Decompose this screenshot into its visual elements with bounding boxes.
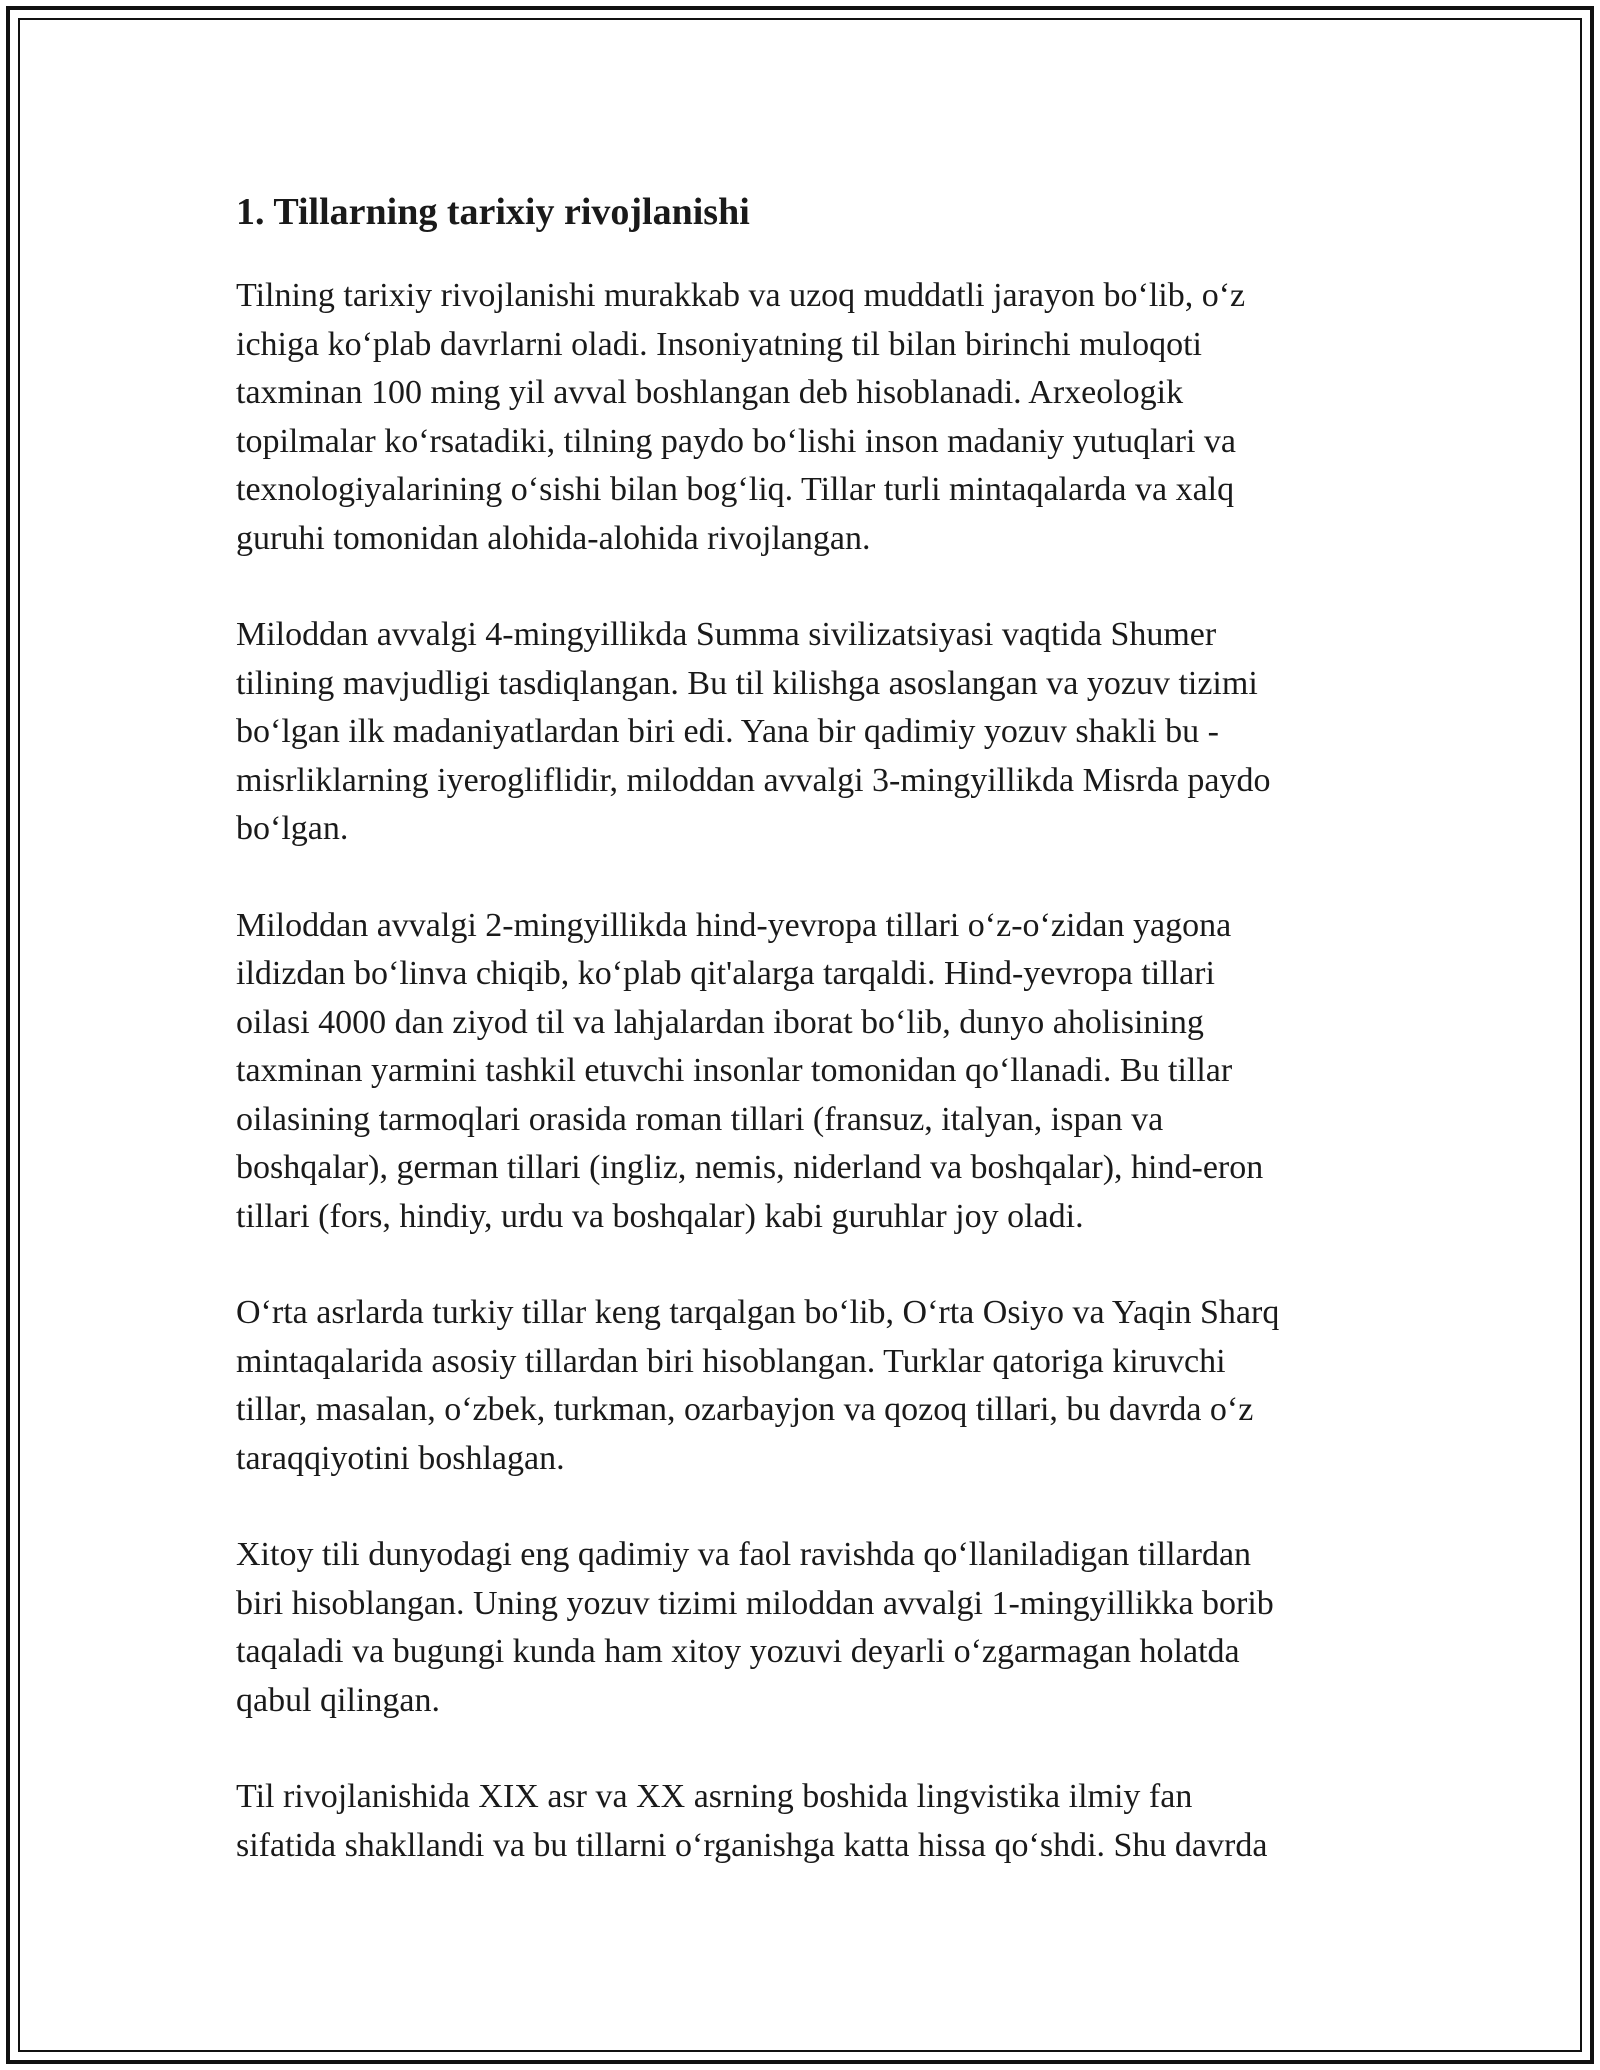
document-body xyxy=(236,186,1386,1918)
paragraph-5: Xitoy tili dunyodagi eng qadimiy va faol ravishda qo‘llaniladigan tillardan biri hisoblangan. Uning yozuv tizimi miloddan avvalgi 1-mingyillikka borib taqaladi va bugungi kunda ham xitoy yozuvi deyarli o‘zgarmagan holatda qabul qilingan. xyxy=(236,1536,1274,1719)
section-heading: 1. Tillarning tarixiy rivojlanishi xyxy=(236,191,750,233)
paragraph-3: Miloddan avvalgi 2-mingyillikda hind-yevropa tillari o‘z-o‘zidan yagona ildizdan bo‘linva chiqib, ko‘plab qit'alarga tarqaldi. Hind-yevropa tillari oilasi 4000 dan ziyod til va lahjalardan iborat bo‘lib, dunyo aholisining taxminan yarmini tashkil etuvchi insonlar tomonidan qo‘llanadi. Bu tillar oilasining tarmoqlari orasida roman tillari (fransuz, italyan, ispan va boshqalar), german tillari (ingliz, nemis, niderland va boshqalar), hind-eron tillari (fors, hindiy, urdu va boshqalar) kabi guruhlar joy oladi. xyxy=(236,906,1264,1235)
paragraph-4: O‘rta asrlarda turkiy tillar keng tarqalgan bo‘lib, O‘rta Osiyo va Yaqin Sharq mintaqalarida asosiy tillardan biri hisoblangan. Turklar qatoriga kiruvchi tillar, masalan, o‘zbek, turkman, ozarbayjon va qozoq tillari, bu davrda o‘z taraqqiyotini boshlagan. xyxy=(236,1294,1280,1477)
paragraph-1: Tilning tarixiy rivojlanishi murakkab va uzoq muddatli jarayon bo‘lib, o‘z ichiga ko‘plab davrlarni oladi. Insoniyatning til bilan birinchi muloqoti taxminan 100 ming yil avval boshlangan deb hisoblanadi. Arxeologik topilmalar ko‘rsatadiki, tilning paydo bo‘lishi inson madaniy yutuqlari va texnologiyalarining o‘sishi bilan bog‘liq. Tillar turli mintaqalarda va xalq guruhi tomonidan alohida-alohida rivojlangan. xyxy=(236,277,1246,557)
paragraph-6: Til rivojlanishida XIX asr va XX asrning boshida lingvistika ilmiy fan sifatida shakllandi va bu tillarni o‘rganishga katta hissa qo‘shdi. Shu davrda xyxy=(236,1778,1268,1864)
paragraph-2: Miloddan avvalgi 4-mingyillikda Summa sivilizatsiyasi vaqtida Shumer tilining mavjudligi tasdiqlangan. Bu til kilishga asoslangan va yozuv tizimi bo‘lgan ilk madaniyatlardan biri edi. Yana bir qadimiy yozuv shakli bu - misrliklarning iyerogliflidir, miloddan avvalgi 3-mingyillikda Misrda paydo bo‘lgan. xyxy=(236,616,1271,847)
